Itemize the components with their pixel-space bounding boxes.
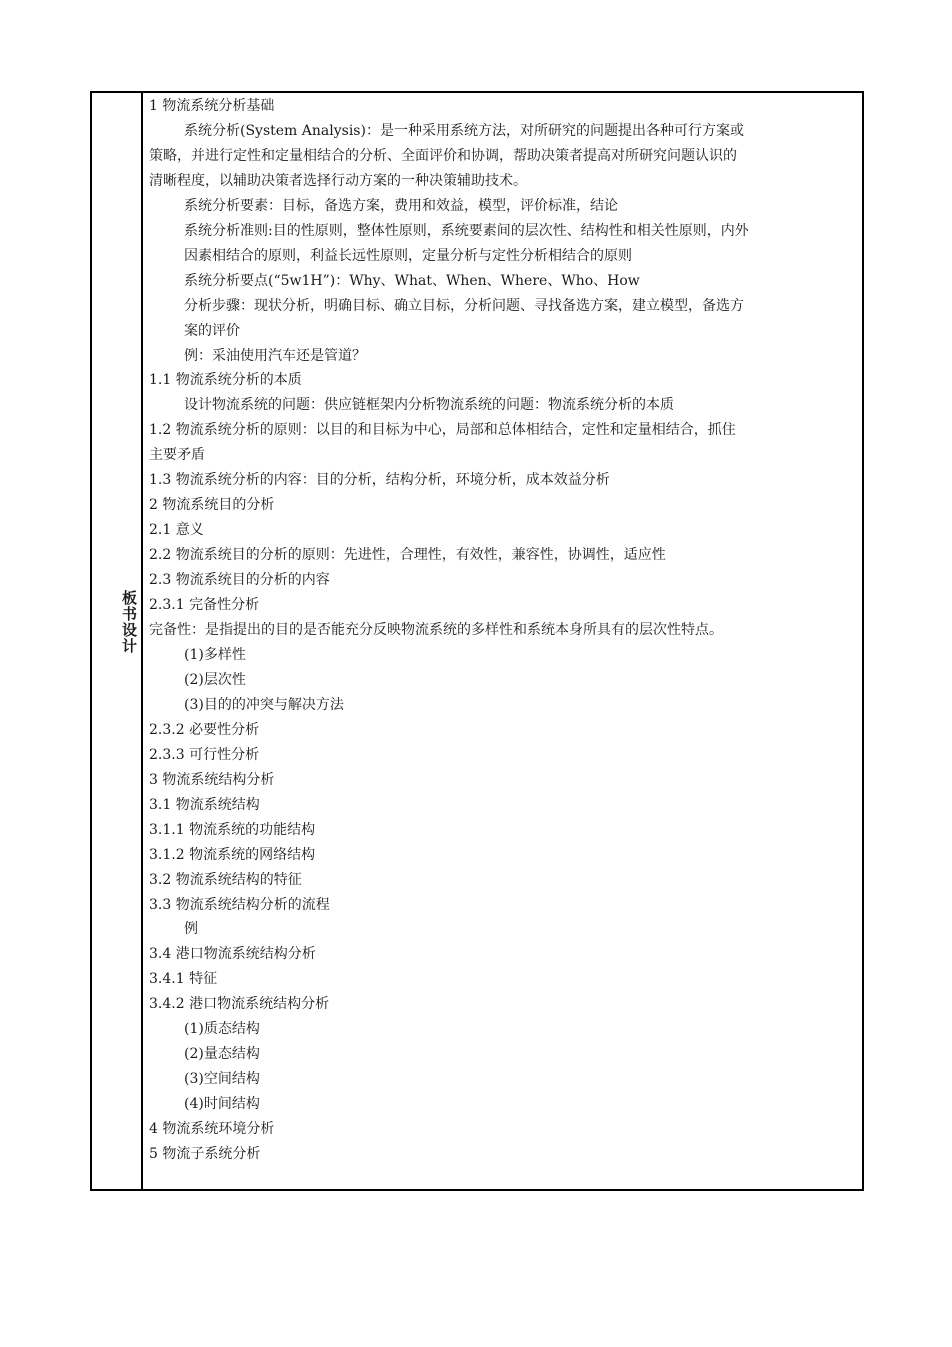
content-line: (3)空间结构 xyxy=(184,1071,260,1088)
content-line: 2.3.1 完备性分析 xyxy=(149,597,260,614)
content-line: 例 xyxy=(184,921,198,938)
content-line: 系统分析要素：目标，备选方案，费用和效益，模型，评价标准，结论 xyxy=(184,197,618,214)
content-line: 系统分析准则:目的性原则，整体性原则，系统要素间的层次性、结构性和相关性原则，内外 xyxy=(184,222,749,239)
content-line: (1)多样性 xyxy=(184,646,246,663)
content-line: 1.2 物流系统分析的原则：以目的和目标为中心，局部和总体相结合，定性和定量相结合，抓住 xyxy=(149,422,736,439)
content-line: 3.1.1 物流系统的功能结构 xyxy=(149,821,316,838)
content-line: 案的评价 xyxy=(184,322,240,339)
content-line: 策略，并进行定性和定量相结合的分析、全面评价和协调，帮助决策者提高对所研究问题认识的 xyxy=(149,147,737,164)
content-line: 1.1 物流系统分析的本质 xyxy=(149,372,302,389)
content-line: 1.3 物流系统分析的内容：目的分析，结构分析，环境分析，成本效益分析 xyxy=(149,472,610,489)
board-design-table xyxy=(90,91,864,1191)
content-line: 3.2 物流系统结构的特征 xyxy=(149,871,302,888)
content-line: (2)层次性 xyxy=(184,671,246,688)
content-line: (1)质态结构 xyxy=(184,1021,260,1038)
content-line: (2)量态结构 xyxy=(184,1046,260,1063)
content-line: 1 物流系统分析基础 xyxy=(149,98,275,114)
row-label-cell xyxy=(92,93,143,1189)
content-line: 5 物流子系统分析 xyxy=(149,1146,261,1163)
content-line: 2.3 物流系统目的分析的内容 xyxy=(149,572,330,589)
content-line: 2.2 物流系统目的分析的原则：先进性，合理性，有效性，兼容性，协调性，适应性 xyxy=(149,547,666,564)
content-line: (3)目的的冲突与解决方法 xyxy=(184,696,344,713)
content-line: 3.1 物流系统结构 xyxy=(149,796,260,813)
content-line: 完备性：是指提出的目的是否能充分反映物流系统的多样性和系统本身所具有的层次性特点。 xyxy=(149,622,723,639)
content-cell xyxy=(149,93,861,1167)
content-line: 主要矛盾 xyxy=(149,447,205,464)
row-label-text: 板书设计 xyxy=(120,590,138,654)
content-line: 3.1.2 物流系统的网络结构 xyxy=(149,846,316,863)
content-line: 2 物流系统目的分析 xyxy=(149,497,275,514)
content-line: 系统分析要点(“5w1H”)：Why、What、When、Where、Who、How xyxy=(184,272,640,289)
content-line: 设计物流系统的问题：供应链框架内分析物流系统的问题：物流系统分析的本质 xyxy=(184,397,674,414)
content-line: 清晰程度，以辅助决策者选择行动方案的一种决策辅助技术。 xyxy=(149,172,527,189)
content-line: 分析步骤：现状分析，明确目标、确立目标，分析问题、寻找备选方案，建立模型，备选方 xyxy=(184,297,744,314)
content-line: 系统分析(System Analysis)：是一种采用系统方法，对所研究的问题提出各种可行方案或 xyxy=(184,122,744,139)
content-line: 3.4.2 港口物流系统结构分析 xyxy=(149,996,330,1013)
content-line: 4 物流系统环境分析 xyxy=(149,1121,275,1138)
content-line: 2.1 意义 xyxy=(149,522,204,539)
content-line: 2.3.3 可行性分析 xyxy=(149,746,260,763)
content-line: 因素相结合的原则，利益长远性原则，定量分析与定性分析相结合的原则 xyxy=(184,247,632,264)
content-line: 3 物流系统结构分析 xyxy=(149,771,275,788)
content-line: (4)时间结构 xyxy=(184,1096,260,1113)
content-line: 2.3.2 必要性分析 xyxy=(149,721,260,738)
content-line: 3.4.1 特征 xyxy=(149,971,218,988)
content-line: 例：采油使用汽车还是管道？ xyxy=(184,347,366,364)
content-line: 3.4 港口物流系统结构分析 xyxy=(149,946,316,963)
content-line: 3.3 物流系统结构分析的流程 xyxy=(149,896,330,913)
